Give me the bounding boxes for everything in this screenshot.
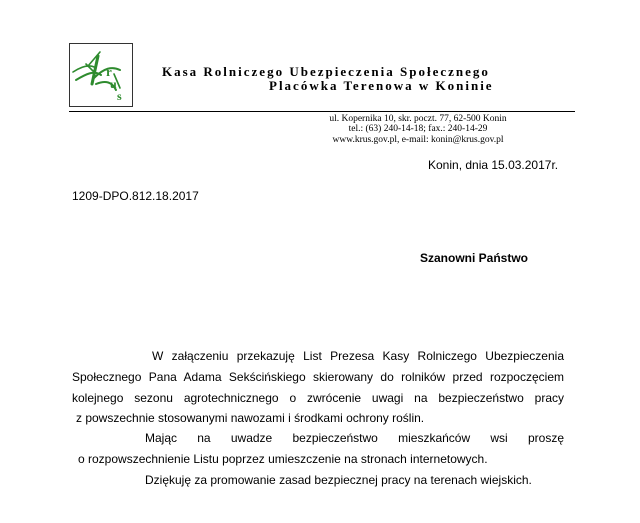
- letter-date: Konin, dnia 15.03.2017r.: [428, 158, 559, 172]
- paragraph-1-line-2: Społecznego Pana Adama Sekścińskiego skierowany do rolników przed rozpoczęciem: [72, 370, 564, 384]
- header-divider: [69, 111, 575, 112]
- reference-number: 1209-DPO.812.18.2017: [72, 189, 199, 203]
- paragraph-3-line-1: Dziękuję za promowanie zasad bezpiecznej pracy na terenach wiejskich.: [145, 473, 532, 487]
- krus-logo: [69, 43, 133, 107]
- institution-name: Kasa Rolniczego Ubezpieczenia Społecznego: [162, 64, 490, 79]
- address-phone-fax: tel.: (63) 240-14-18; fax.: 240-14-29: [348, 124, 488, 134]
- paragraph-1-line-4: z powszechnie stosowanymi nawozami i środkami ochrony roślin.: [76, 411, 425, 425]
- paragraph-2-line-2: o rozpowszechnienie Listu poprzez umieszczenie na stronach internetowych.: [78, 452, 488, 466]
- address-web-email: www.krus.gov.pl, e-mail: konin@krus.gov.pl: [332, 135, 504, 145]
- branch-name: Placówka Terenowa w Koninie: [269, 78, 494, 93]
- salutation: Szanowni Państwo: [420, 251, 529, 265]
- address-street: ul. Kopernika 10, skr. poczt. 77, 62-500 Konin: [329, 114, 507, 124]
- paragraph-2-line-1: Mając na uwadze bezpieczeństwo mieszkańców wsi proszę: [145, 431, 564, 445]
- logo-letter-r: r: [106, 64, 112, 79]
- paragraph-1-line-1: W załączeniu przekazuję List Prezesa Kasy Rolniczego Ubezpieczenia: [152, 349, 564, 363]
- paragraph-1-line-3: kolejnego sezonu agrotechnicznego o zwrócenie uwagi na bezpieczeństwo pracy: [72, 391, 564, 405]
- logo-letter-u: u: [110, 77, 117, 91]
- logo-letter-s: s: [117, 89, 122, 103]
